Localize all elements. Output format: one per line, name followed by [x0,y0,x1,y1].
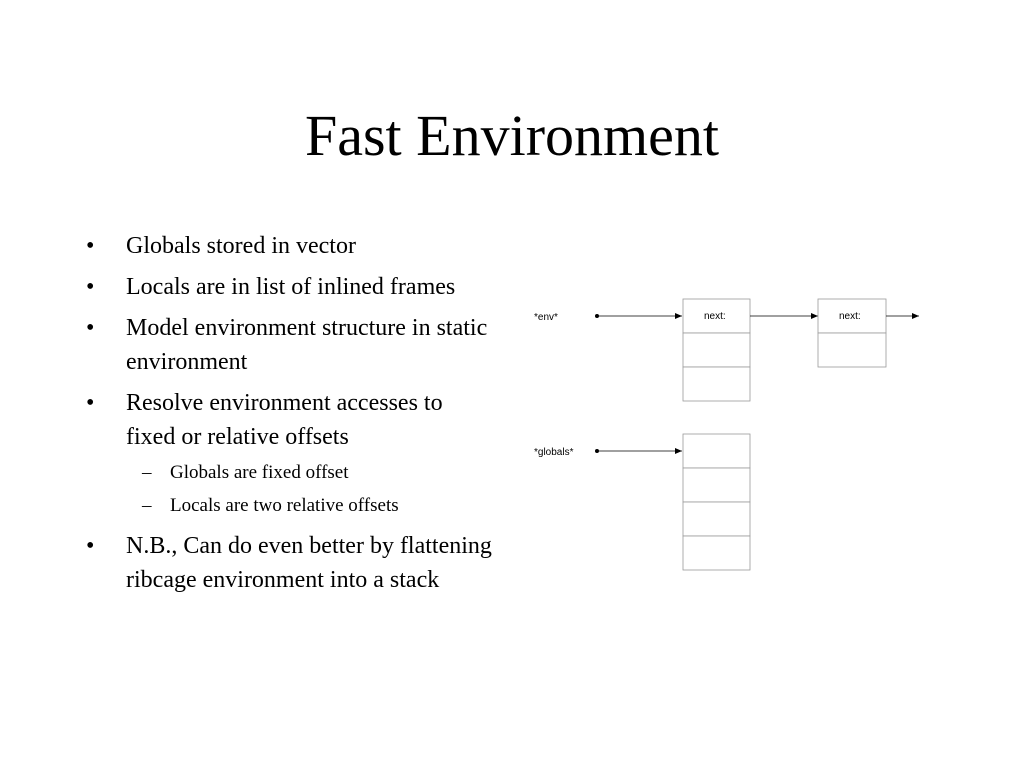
bullet-mark: • [86,533,95,559]
env-label: *env* [534,312,558,323]
globals-slot [683,536,750,570]
bullet-mark: • [86,390,95,416]
sub-bullet-text: Globals are fixed offset [170,462,349,483]
bullet-mark: • [86,233,95,259]
frame-2-slot [818,333,886,367]
frame-1-slot [683,367,750,401]
bullet-text: Resolve environment accesses to fixed or relative offsets [126,390,443,450]
frame-1 [683,299,750,401]
globals-pointer-dot [595,449,599,453]
globals-slot [683,502,750,536]
frame-1-slot [683,333,750,367]
globals-slot [683,434,750,468]
bullet-text: Globals stored in vector [126,233,356,259]
sub-bullet-mark: – [142,495,152,516]
sub-bullet-mark: – [142,462,152,483]
bullet-text: N.B., Can do even better by flattening ribcage environment into a stack [126,533,492,593]
frame-2 [818,299,886,367]
bullet-text: Locals are in list of inlined frames [126,274,456,300]
frame-1-next-label: next: [704,311,726,322]
globals-slot [683,468,750,502]
frame-2-next-label: next: [839,311,861,322]
globals-label: *globals* [534,447,574,458]
sub-bullet-text: Locals are two relative offsets [170,495,399,516]
slide-title: Fast Environment [304,103,719,168]
bullet-mark: • [86,274,95,300]
bullet-text: Model environment structure in static environment [126,315,488,375]
bullet-mark: • [86,315,95,341]
globals-vector [683,434,750,570]
env-pointer-dot [595,314,599,318]
